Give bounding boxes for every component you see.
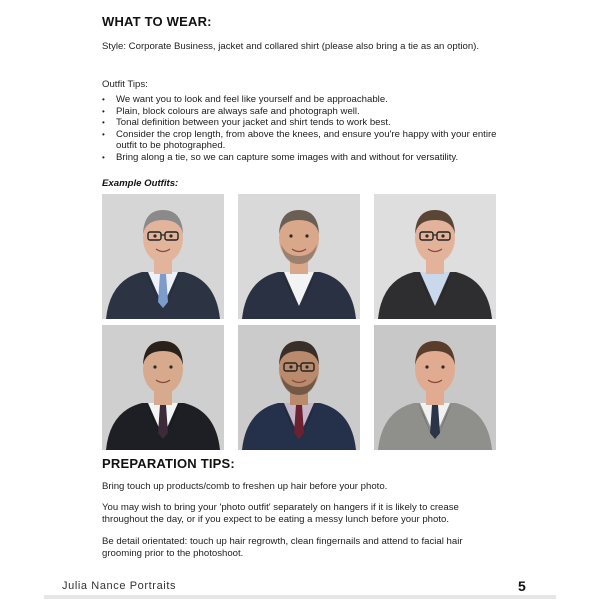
portrait-image (238, 325, 360, 450)
outfit-tip: • Plain, block colours are always safe and photograph well. (102, 106, 502, 118)
eye-left (153, 234, 156, 237)
eye-right (441, 234, 444, 237)
eye-right (169, 234, 172, 237)
outfit-tip: • We want you to look and feel like yourself and be approachable. (102, 94, 502, 106)
heading-preparation-tips: PREPARATION TIPS: (102, 456, 235, 471)
outfit-photo-2 (238, 194, 360, 319)
example-outfits-grid (102, 194, 496, 451)
eye-left (289, 365, 292, 368)
eye-right (305, 234, 308, 237)
outfit-photo-6 (374, 325, 496, 450)
eye-left (289, 234, 292, 237)
prep-paragraph-2: You may wish to bring your 'photo outfit' separately on hangers if it is likely to crease throughout the day, or if you expect to be eating a messy lunch before your photo. (102, 502, 459, 525)
outfit-tips-list (102, 94, 502, 164)
style-text: : Corporate Business, jacket and collared shirt (please also bring a tie as an option). (123, 41, 480, 52)
eye-left (153, 365, 156, 368)
prep-paragraph-1: Bring touch up products/comb to freshen up hair before your photo. (102, 481, 388, 492)
outfit-photo-5 (238, 325, 360, 450)
portrait-image (238, 194, 360, 319)
footer-brand: Julia Nance Portraits (62, 580, 177, 592)
prep-paragraph-3: Be detail orientated: touch up hair regrowth, clean fingernails and attend to facial hair grooming prior to the photoshoot. (102, 536, 463, 559)
eye-right (169, 365, 172, 368)
portrait-image (102, 194, 224, 319)
outfit-tip: • Consider the crop length, from above the knees, and ensure you're happy with your entire outfit to be photographed. (102, 129, 502, 152)
eye-right (441, 365, 444, 368)
footer-divider (44, 595, 556, 599)
portrait-image (374, 194, 496, 319)
outfit-tip: • Bring along a tie, so we can capture some images with and without for versatility. (102, 152, 502, 164)
heading-what-to-wear: WHAT TO WEAR: (102, 14, 212, 29)
eye-right (305, 365, 308, 368)
outfit-photo-1 (102, 194, 224, 319)
portrait-image (374, 325, 496, 450)
outfit-photo-3 (374, 194, 496, 319)
eye-left (425, 365, 428, 368)
style-label: Style (102, 41, 124, 52)
page-number: 5 (518, 578, 526, 594)
outfit-photo-4 (102, 325, 224, 450)
outfit-tip: • Tonal definition between your jacket and shirt tends to work best. (102, 117, 502, 129)
outfit-tips-title: Outfit Tips: (102, 79, 148, 90)
portrait-image (102, 325, 224, 450)
example-outfits-label: Example Outfits: (102, 178, 179, 189)
style-paragraph (102, 41, 502, 53)
eye-left (425, 234, 428, 237)
